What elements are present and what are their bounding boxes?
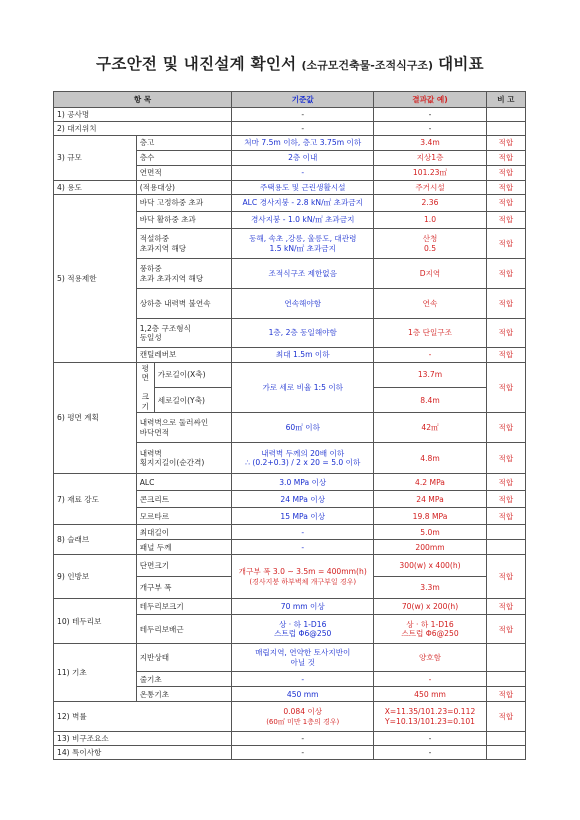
standard-line: 스트럽 Φ6@250 <box>274 629 332 639</box>
result-value: - <box>374 108 486 122</box>
result-value: 1층 단일구조 <box>374 319 486 348</box>
note-value: 적합 <box>486 474 525 491</box>
result-value: 양호함 <box>374 644 486 672</box>
standard-value <box>232 229 374 259</box>
sub-item-label: 모르타르 <box>136 508 231 525</box>
note-value: 적합 <box>486 599 525 615</box>
standard-value: 주택용도 및 근린생활시설 <box>232 181 374 195</box>
category-label: 2) 대지위치 <box>54 122 232 136</box>
result-value: 200mm <box>374 540 486 555</box>
table-row <box>54 122 526 136</box>
standard-value <box>232 644 374 672</box>
note-value: 적합 <box>486 687 525 702</box>
result-value: 4.2 MPa <box>374 474 486 491</box>
sub-item-line: 내력벽으로 둘러싸인 <box>139 418 209 428</box>
standard-line: 개구부 폭 3.0 ~ 3.5m = 400mm(h) <box>238 567 367 577</box>
sub-item-line: 1,2층 구조형식 <box>139 323 191 333</box>
note-value: 적합 <box>486 702 525 732</box>
standard-value: 2층 이내 <box>232 151 374 166</box>
note-cell <box>486 746 525 760</box>
sub-item-label <box>136 443 231 474</box>
sub-item-label: 층수 <box>136 151 231 166</box>
sub-item-label <box>136 259 231 289</box>
sub-item-label: 바닥 활하중 초과 <box>136 212 231 229</box>
standard-value: 15 MPa 이상 <box>232 508 374 525</box>
standard-value: - <box>232 540 374 555</box>
sub-item-line: 적설하중 <box>139 234 170 244</box>
sub-item-line: 횡지지길이(순간격) <box>139 458 205 468</box>
category-label: 10) 테두리보 <box>54 599 137 644</box>
result-value: 24 MPa <box>374 491 486 508</box>
note-cell <box>486 108 525 122</box>
table-row <box>54 181 526 195</box>
category-label: 8) 슬래브 <box>54 525 137 555</box>
standard-line: 0.084 이상 <box>283 707 323 717</box>
sub-item-label: 테두리보크기 <box>136 599 231 615</box>
sub-item-label: 가로길이(X축) <box>154 363 231 388</box>
header-item: 항 목 <box>54 92 232 108</box>
table-row <box>54 746 526 760</box>
sub-item-label: 상하층 내력벽 불연속 <box>136 289 231 319</box>
result-value: 19.8 MPa <box>374 508 486 525</box>
plan-size-label <box>136 363 154 413</box>
result-line: 스트럽 Φ6@250 <box>401 629 459 639</box>
category-label: 1) 공사명 <box>54 108 232 122</box>
result-value: - <box>374 732 486 746</box>
document-title <box>0 52 580 74</box>
sub-item-line: 동일성 <box>139 333 162 342</box>
note-cell <box>486 732 525 746</box>
sub-item-label: 콘크리트 <box>136 491 231 508</box>
category-label: 6) 평면 계획 <box>54 363 137 474</box>
header-standard: 기준값 <box>232 92 374 108</box>
sub-item-line: 바닥면적 <box>139 427 170 437</box>
sub-item-label: 개구부 폭 <box>136 577 231 599</box>
result-value: 주거시설 <box>374 181 486 195</box>
note-cell <box>486 644 525 672</box>
standard-value: 24 MPa 이상 <box>232 491 374 508</box>
note-value: 적합 <box>486 166 525 181</box>
note-value: 적합 <box>486 348 525 363</box>
standard-line: 상 · 하 1-D16 <box>279 619 327 629</box>
result-line: 0.5 <box>423 243 437 253</box>
standard-line: 내력벽 두께의 20배 이하 <box>261 448 345 458</box>
result-value <box>374 702 486 732</box>
note-value: 적합 <box>486 555 525 599</box>
note-value: 적합 <box>486 289 525 319</box>
result-value: 3.3m <box>374 577 486 599</box>
table-row <box>54 644 526 672</box>
standard-line: 아닐 것 <box>290 657 315 667</box>
note-value: 적합 <box>486 195 525 212</box>
standard-value: 경사지붕 - 1.0 kN/㎡ 초과금지 <box>232 212 374 229</box>
note-value: 적합 <box>486 259 525 289</box>
result-value: 2.36 <box>374 195 486 212</box>
result-value: 3.4m <box>374 136 486 151</box>
sub-item-label <box>136 229 231 259</box>
result-value: 42㎡ <box>374 413 486 443</box>
standard-value: 70 mm 이상 <box>232 599 374 615</box>
header-result: 결과값 예) <box>374 92 486 108</box>
table-row <box>54 363 526 388</box>
note-value: 적합 <box>486 181 525 195</box>
standard-value: 450 mm <box>232 687 374 702</box>
standard-value: - <box>232 732 374 746</box>
header-note: 비 고 <box>486 92 525 108</box>
sub-item-label: 최대길이 <box>136 525 231 540</box>
sub-item-label <box>136 319 231 348</box>
standard-value <box>232 555 374 599</box>
note-value: 적합 <box>486 136 525 151</box>
note-value: 적합 <box>486 508 525 525</box>
result-value: D지역 <box>374 259 486 289</box>
standard-value: - <box>232 166 374 181</box>
category-label: 11) 기초 <box>54 644 137 702</box>
note-value: 적합 <box>486 212 525 229</box>
result-value: - <box>374 672 486 687</box>
result-value: 5.0m <box>374 525 486 540</box>
result-line: 산청 <box>422 234 438 244</box>
sub-item-label: (적용대상) <box>136 181 231 195</box>
category-label: 12) 벽률 <box>54 702 232 732</box>
result-value <box>374 615 486 644</box>
table-row <box>54 474 526 491</box>
standard-value: 1층, 2층 동일해야함 <box>232 319 374 348</box>
standard-value <box>232 443 374 474</box>
standard-value: - <box>232 672 374 687</box>
title-sub: (소규모건축물-조적식구조) <box>301 59 434 72</box>
note-cell <box>486 525 525 540</box>
table-row <box>54 108 526 122</box>
result-line: 상 · 하 1-D16 <box>406 619 454 629</box>
sub-item-label: 지반상태 <box>136 644 231 672</box>
result-value: - <box>374 348 486 363</box>
table-row <box>54 732 526 746</box>
result-value: - <box>374 122 486 136</box>
standard-value <box>232 702 374 732</box>
sub-item-label: 층고 <box>136 136 231 151</box>
sub-item-line: 내력벽 <box>139 448 162 458</box>
result-value: 8.4m <box>374 388 486 413</box>
note-value: 적합 <box>486 615 525 644</box>
note-cell <box>486 122 525 136</box>
sub-item-label: 바닥 고정하중 초과 <box>136 195 231 212</box>
result-value: 지상1층 <box>374 151 486 166</box>
result-value <box>374 229 486 259</box>
standard-value <box>232 615 374 644</box>
category-label: 4) 용도 <box>54 181 137 195</box>
table-row <box>54 136 526 151</box>
standard-value: 조적식구조 제한없음 <box>232 259 374 289</box>
result-value: 1.0 <box>374 212 486 229</box>
category-label: 7) 재료 강도 <box>54 474 137 525</box>
sub-item-label: 테두리보배근 <box>136 615 231 644</box>
standard-value: 3.0 MPa 이상 <box>232 474 374 491</box>
plan-size-line: 크기 <box>141 392 149 411</box>
table-row <box>54 702 526 732</box>
standard-value: - <box>232 108 374 122</box>
sub-item-label: 패널 두께 <box>136 540 231 555</box>
note-value: 적합 <box>486 413 525 443</box>
category-label: 14) 특이사항 <box>54 746 232 760</box>
note-cell <box>486 540 525 555</box>
result-value: 450 mm <box>374 687 486 702</box>
note-value: 적합 <box>486 151 525 166</box>
table-row <box>54 525 526 540</box>
result-line: X=11.35/101.23=0.112 <box>384 707 476 717</box>
category-label: 13) 비구조요소 <box>54 732 232 746</box>
note-value: 적합 <box>486 229 525 259</box>
sub-item-line: 초과지역 해당 <box>139 243 187 253</box>
result-value: 4.8m <box>374 443 486 474</box>
standard-value: - <box>232 746 374 760</box>
result-value: 70(w) x 200(h) <box>374 599 486 615</box>
standard-line: 매립지역, 연약한 토사지반이 <box>255 648 351 658</box>
category-label: 5) 적용제한 <box>54 195 137 363</box>
note-value: 적합 <box>486 443 525 474</box>
standard-value: ALC 경사지붕 - 2.8 kN/㎡ 초과금지 <box>232 195 374 212</box>
standard-value: 최대 1.5m 이하 <box>232 348 374 363</box>
note-value: 적합 <box>486 491 525 508</box>
sub-item-line: 초과 초과지역 해당 <box>139 273 204 283</box>
result-value: 300(w) x 400(h) <box>374 555 486 577</box>
sub-item-label: 줄기초 <box>136 672 231 687</box>
plan-size-line: 평면 <box>141 364 149 383</box>
standard-line: ∴ (0.2+0.3) / 2 x 20 = 5.0 이하 <box>245 458 361 468</box>
header-row <box>54 92 526 108</box>
standard-value: 가로 세로 비율 1:5 이하 <box>232 363 374 413</box>
category-label: 9) 인방보 <box>54 555 137 599</box>
sub-item-label: 연면적 <box>136 166 231 181</box>
note-value: 적합 <box>486 363 525 413</box>
category-label: 3) 규모 <box>54 136 137 181</box>
sub-item-label: 세로길이(Y축) <box>154 388 231 413</box>
table-row <box>54 555 526 577</box>
sub-item-label <box>136 413 231 443</box>
standard-value: 60㎡ 이하 <box>232 413 374 443</box>
title-main: 구조안전 및 내진설계 확인서 <box>96 55 297 73</box>
sub-item-label: 캔틸레버보 <box>136 348 231 363</box>
note-value: 적합 <box>486 319 525 348</box>
standard-line: 동해, 속초 ,강릉, 울릉도, 대관령 <box>249 234 357 244</box>
standard-line: (60㎡ 미만 1층의 경우) <box>266 717 340 726</box>
standard-value: 연속해야함 <box>232 289 374 319</box>
result-value: 연속 <box>374 289 486 319</box>
title-suffix: 대비표 <box>438 55 484 73</box>
sub-item-label: 온통기초 <box>136 687 231 702</box>
standard-value: - <box>232 122 374 136</box>
sub-item-label: 단면크기 <box>136 555 231 577</box>
table-row <box>54 599 526 615</box>
standard-line: (경사지붕 하부벽체 개구부일 경우) <box>249 577 357 586</box>
standard-value: 처마 7.5m 이하, 층고 3.75m 이하 <box>232 136 374 151</box>
sub-item-line: 풍하중 <box>139 264 162 274</box>
result-value: 101.23㎡ <box>374 166 486 181</box>
comparison-table <box>53 91 526 760</box>
standard-value: - <box>232 525 374 540</box>
sub-item-label: ALC <box>136 474 231 491</box>
result-value: - <box>374 746 486 760</box>
result-value: 13.7m <box>374 363 486 388</box>
standard-line: 1.5 kN/㎡ 초과금지 <box>269 243 336 253</box>
result-line: Y=10.13/101.23=0.101 <box>385 716 475 726</box>
note-cell <box>486 672 525 687</box>
table-row <box>54 195 526 212</box>
